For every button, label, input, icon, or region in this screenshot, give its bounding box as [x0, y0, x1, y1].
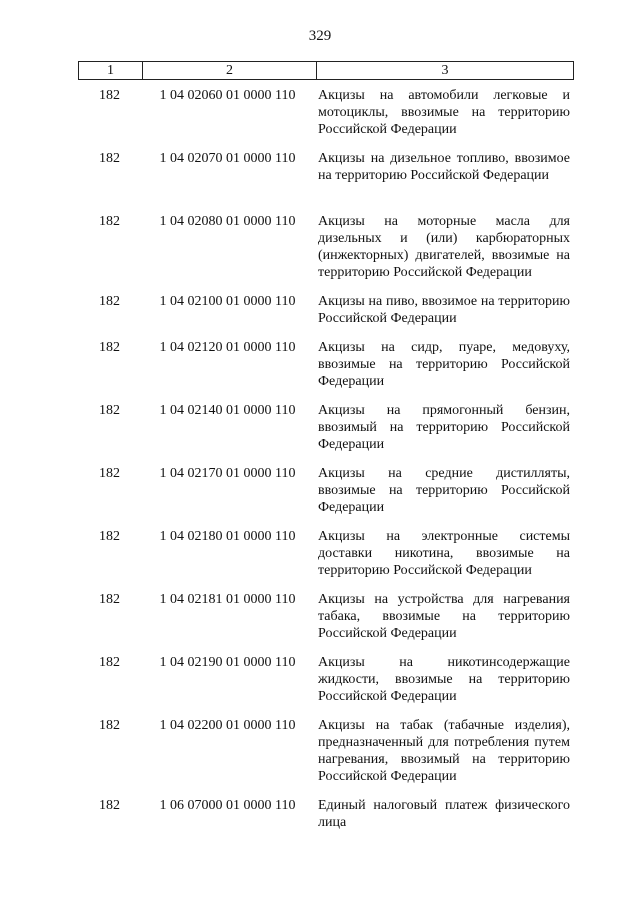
kbk-code-cell: 1 04 02060 01 0000 110 — [159, 88, 296, 103]
table-row — [78, 654, 574, 717]
kbk-code-cell: 1 06 07000 01 0000 110 — [159, 798, 296, 813]
table-row — [78, 797, 574, 843]
income-name-cell: Акцизы на никотинсодержащие жидкости, ввозимые на территорию Российской Федерации — [318, 655, 570, 704]
kbk-code-cell: 1 04 02120 01 0000 110 — [159, 340, 296, 355]
admin-code-cell: 182 — [99, 294, 120, 309]
admin-code-cell: 182 — [99, 718, 120, 733]
income-name-cell: Акцизы на средние дистилляты, ввозимые на территорию Российской Федерации — [318, 466, 570, 515]
kbk-code-cell: 1 04 02070 01 0000 110 — [159, 151, 296, 166]
table-row — [78, 717, 574, 797]
income-name-cell: Акцизы на пиво, ввозимое на территорию Российской Федерации — [318, 294, 570, 326]
table-row — [78, 213, 574, 293]
table-row — [78, 339, 574, 402]
income-name-cell: Акцизы на дизельное топливо, ввозимое на территорию Российской Федерации — [318, 151, 570, 183]
admin-code-cell: 182 — [99, 466, 120, 481]
table-row — [78, 465, 574, 528]
admin-code-cell: 182 — [99, 340, 120, 355]
table-row — [78, 150, 574, 213]
admin-code-cell: 182 — [99, 592, 120, 607]
column-header-3: 3 — [317, 62, 574, 80]
kbk-code-cell: 1 04 02200 01 0000 110 — [159, 718, 296, 733]
table-row — [78, 591, 574, 654]
column-header-2: 2 — [143, 62, 317, 80]
kbk-code-cell: 1 04 02140 01 0000 110 — [159, 403, 296, 418]
income-name-cell: Единый налоговый платеж физического лица — [318, 798, 570, 830]
kbk-code-cell: 1 04 02181 01 0000 110 — [159, 592, 296, 607]
column-header-1: 1 — [79, 62, 143, 80]
income-name-cell: Акцизы на электронные системы доставки никотина, ввозимые на территорию Российской Федерации — [318, 529, 570, 578]
table-row — [78, 528, 574, 591]
income-name-cell: Акцизы на автомобили легковые и мотоциклы, ввозимые на территорию Российской Федерации — [318, 88, 570, 137]
column-header-row — [79, 62, 574, 80]
admin-code-cell: 182 — [99, 88, 120, 103]
kbk-code-cell: 1 04 02170 01 0000 110 — [159, 466, 296, 481]
admin-code-cell: 182 — [99, 798, 120, 813]
admin-code-cell: 182 — [99, 529, 120, 544]
column-header-table — [78, 61, 574, 80]
table-row — [78, 87, 574, 150]
kbk-code-cell: 1 04 02080 01 0000 110 — [159, 214, 296, 229]
kbk-code-cell: 1 04 02100 01 0000 110 — [159, 294, 296, 309]
income-name-cell: Акцизы на моторные масла для дизельных и (или) карбюраторных (инжекторных) двигателей, ввозимые на территорию Российской Федерации — [318, 214, 570, 280]
income-name-cell: Акцизы на табак (табачные изделия), предназначенный для потребления путем нагревания, ввозимый на территорию Российской Федерации — [318, 718, 570, 784]
table-body — [78, 87, 574, 843]
page-number: 329 — [308, 28, 332, 44]
income-name-cell: Акцизы на устройства для нагревания табака, ввозимые на территорию Российской Федерации — [318, 592, 570, 641]
kbk-code-cell: 1 04 02180 01 0000 110 — [159, 529, 296, 544]
income-name-cell: Акцизы на сидр, пуаре, медовуху, ввозимые на территорию Российской Федерации — [318, 340, 570, 389]
kbk-code-cell: 1 04 02190 01 0000 110 — [159, 655, 296, 670]
table-row — [78, 402, 574, 465]
admin-code-cell: 182 — [99, 151, 120, 166]
table-row — [78, 293, 574, 339]
admin-code-cell: 182 — [99, 655, 120, 670]
admin-code-cell: 182 — [99, 403, 120, 418]
admin-code-cell: 182 — [99, 214, 120, 229]
income-name-cell: Акцизы на прямогонный бензин, ввозимый на территорию Российской Федерации — [318, 403, 570, 452]
